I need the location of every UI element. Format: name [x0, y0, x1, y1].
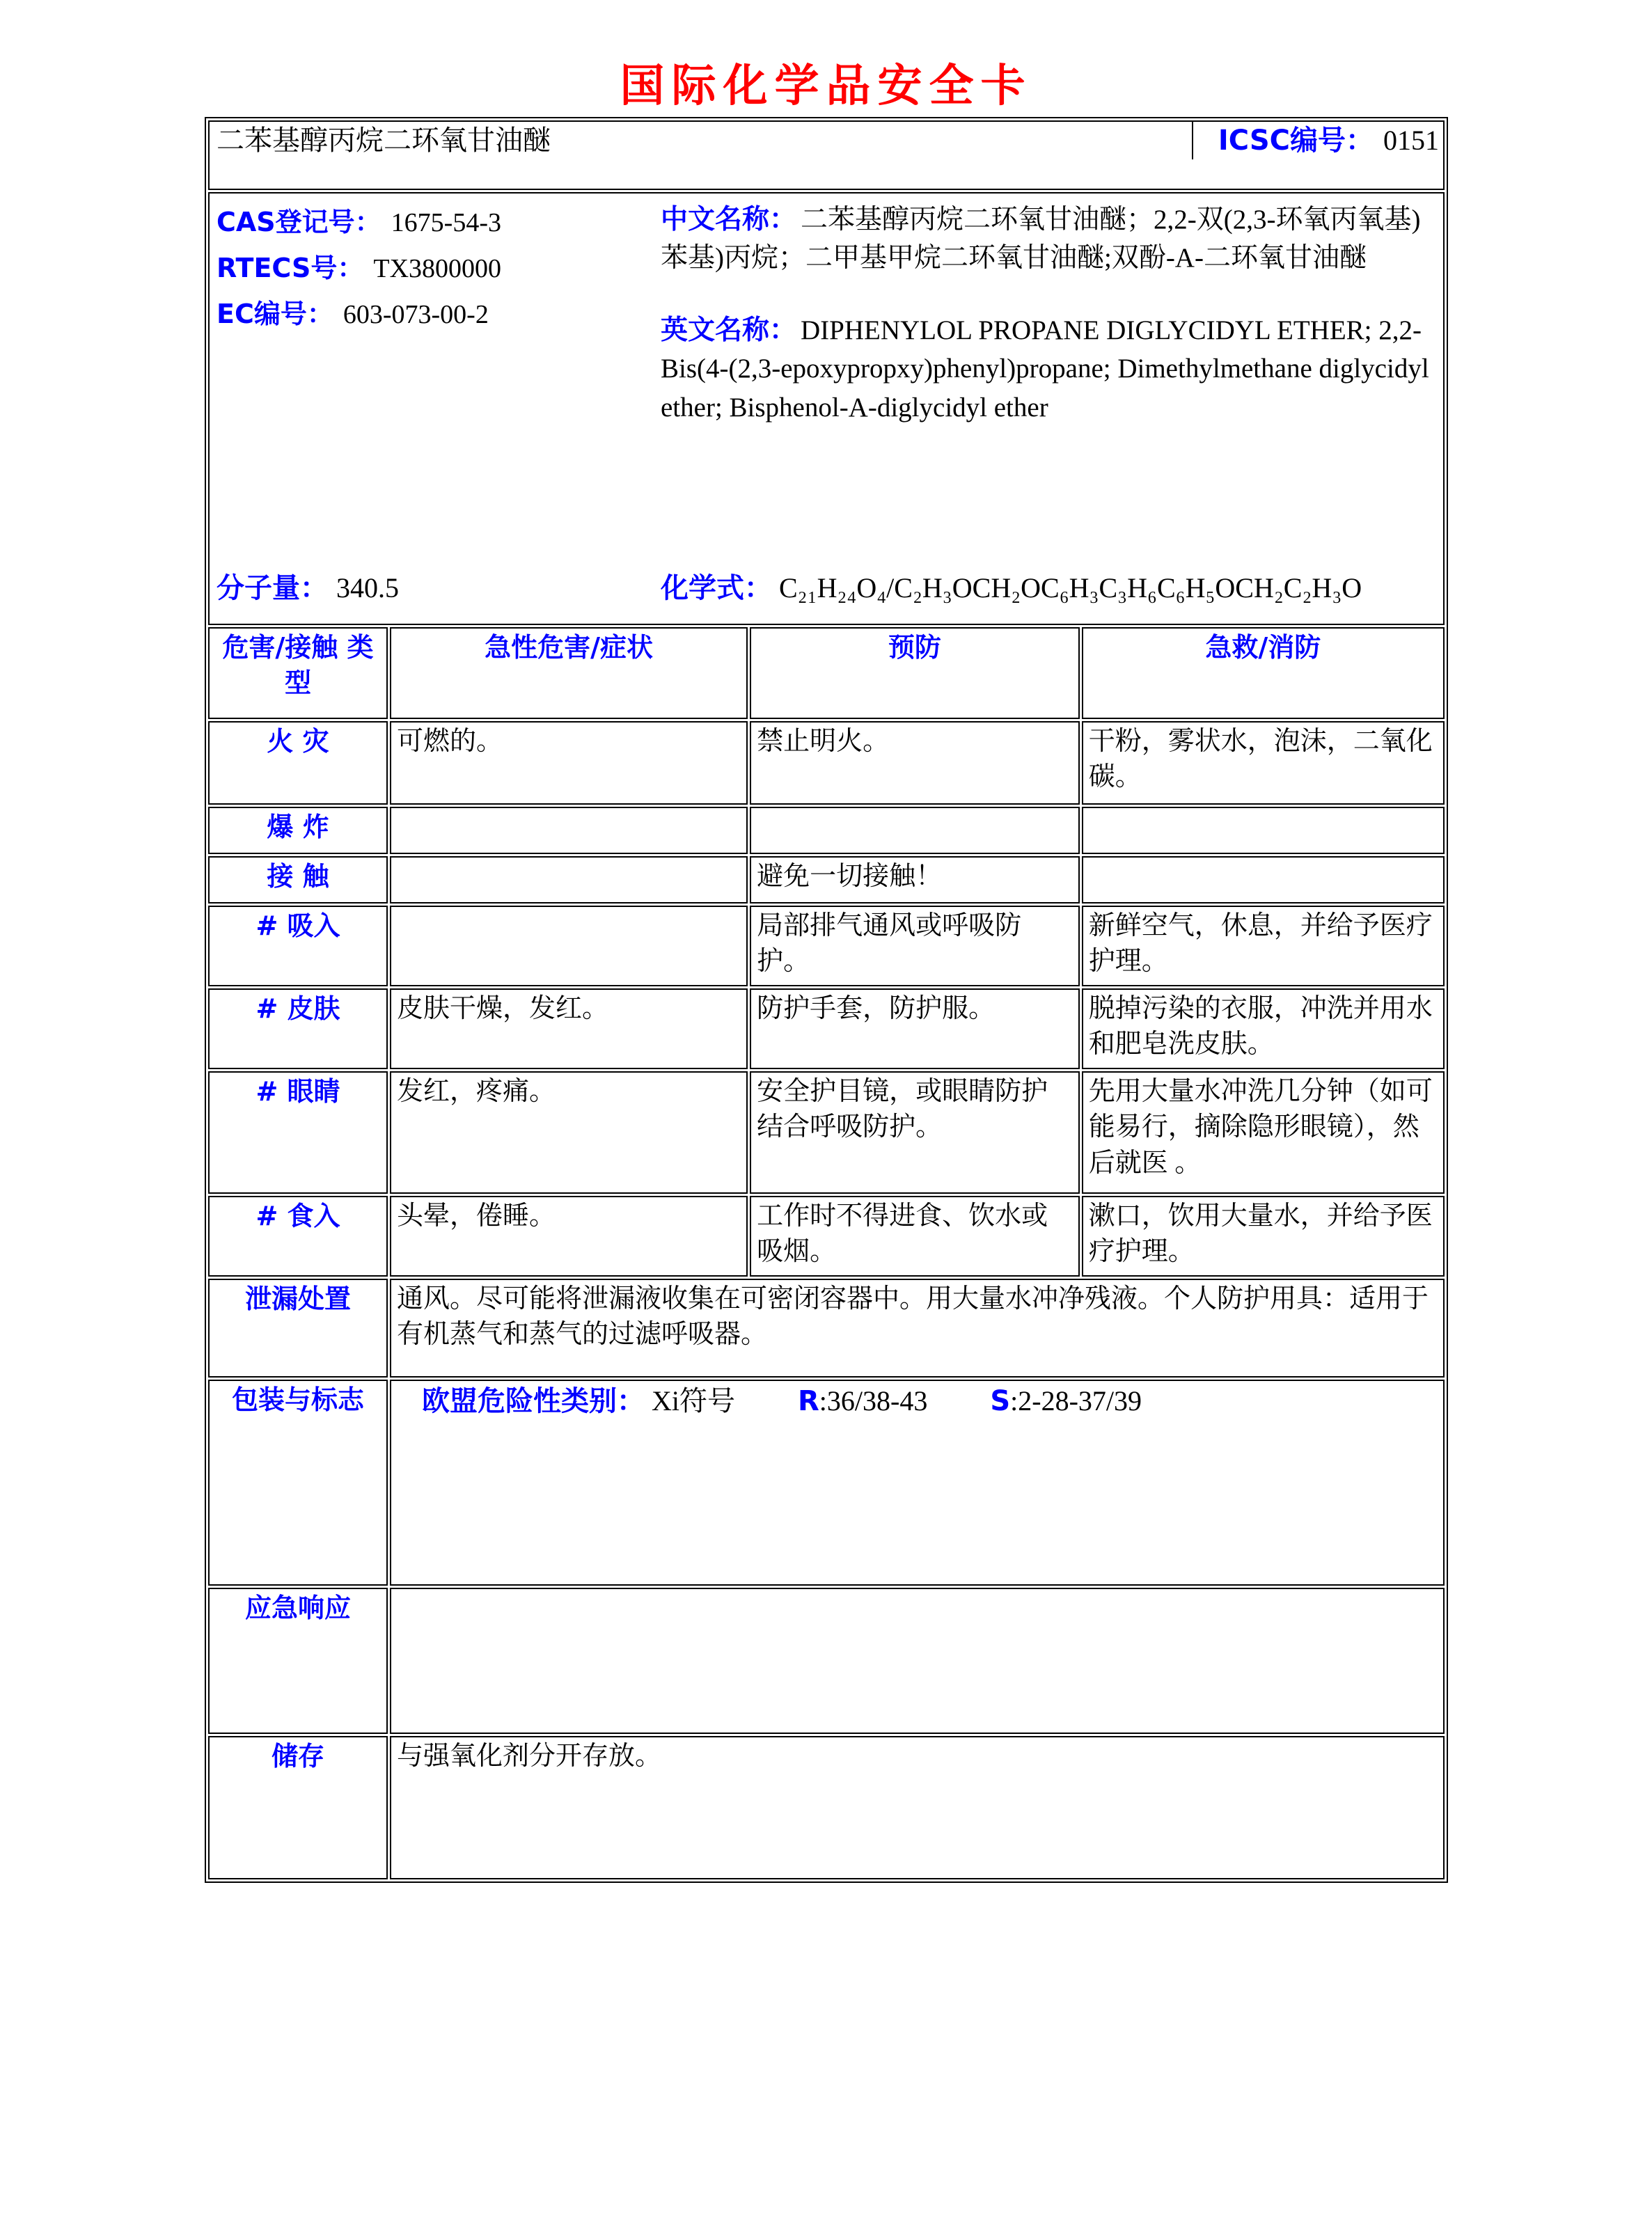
- skin-symptoms: 皮肤干燥，发红。: [390, 988, 748, 1069]
- ingestion-label: # 食入: [208, 1196, 388, 1277]
- contact-label: 接 触: [208, 856, 388, 904]
- hazard-row-contact: [208, 856, 1445, 904]
- hazard-row-eyes: [208, 1071, 1445, 1194]
- hazard-row-skin: [208, 988, 1445, 1069]
- header-hazard-type: 危害/接触 类型: [208, 627, 388, 719]
- header-prevention: 预防: [750, 627, 1080, 719]
- eu-hazard-class-label: 欧盟危险性类别：: [421, 1385, 645, 1417]
- spill-label: 泄漏处置: [208, 1279, 388, 1378]
- rtecs-number-line: [217, 251, 501, 297]
- section-row-spill: [208, 1279, 1445, 1378]
- packaging-label: 包装与标志: [208, 1380, 388, 1586]
- spill-content: 通风。尽可能将泄漏液收集在可密闭容器中。用大量水冲净残液。个人防护用具：适用于有机蒸气和蒸气的过滤呼吸器。: [390, 1279, 1445, 1378]
- eyes-first-aid: 先用大量水冲洗几分钟（如可能易行，摘除隐形眼镜），然后就医 。: [1082, 1071, 1445, 1194]
- explosion-first-aid: [1082, 807, 1445, 854]
- chemical-formula-label: 化学式：: [661, 572, 772, 604]
- identifier-block: [217, 205, 501, 342]
- chinese-name-paragraph: [661, 200, 1445, 278]
- s-phrases-label: S: [990, 1385, 1011, 1417]
- english-name-label: 英文名称：: [661, 314, 797, 346]
- storage-content: 与强氧化剂分开存放。: [390, 1736, 1445, 1879]
- contact-prevention: 避免一切接触！: [750, 856, 1080, 904]
- inhalation-prevention: 局部排气通风或呼吸防护。: [750, 906, 1080, 986]
- hazard-row-explosion: [208, 807, 1445, 854]
- chemical-name-cn: 二苯基醇丙烷二环氧甘油醚: [217, 125, 551, 156]
- contact-first-aid: [1082, 856, 1445, 904]
- s-phrases-value: :2-28-37/39: [1010, 1385, 1142, 1417]
- r-phrases-value: :36/38-43: [819, 1385, 928, 1417]
- packaging-content: [390, 1380, 1445, 1586]
- fire-label: 火 灾: [208, 721, 388, 805]
- english-name-value: DIPHENYLOL PROPANE DIGLYCIDYL ETHER; 2,2-Bis(4-(2,3-epoxypropxy)phenyl)propane; Dimethylmethane diglycidyl ether; Bisphenol-A-diglycidyl ether: [661, 315, 1429, 423]
- cas-number-line: [217, 205, 501, 251]
- eu-hazard-class-line: [397, 1382, 1438, 1420]
- ec-label: EC编号：: [217, 299, 333, 329]
- ingestion-prevention: 工作时不得进食、饮水或吸烟。: [750, 1196, 1080, 1277]
- hazard-row-inhalation: [208, 906, 1445, 986]
- section-row-storage: [208, 1736, 1445, 1879]
- inhalation-first-aid: 新鲜空气，休息，并给予医疗护理。: [1082, 906, 1445, 986]
- header-first-aid: 急救/消防: [1082, 627, 1445, 719]
- chemical-formula-line: [661, 569, 1362, 607]
- explosion-label: 爆 炸: [208, 807, 388, 854]
- substance-info-row: [208, 192, 1445, 625]
- rtecs-value: TX3800000: [373, 254, 502, 283]
- inhalation-symptoms: [390, 906, 748, 986]
- name-header-row: [208, 120, 1445, 190]
- fire-symptoms: 可燃的。: [390, 721, 748, 805]
- molecular-weight-value: 340.5: [336, 572, 399, 603]
- emergency-label: 应急响应: [208, 1588, 388, 1734]
- hazard-row-fire: [208, 721, 1445, 805]
- ec-number-line: [217, 297, 501, 342]
- chinese-name-value: 二苯基醇丙烷二环氧甘油醚；2,2-双(2,3-环氧丙氧基)苯基)丙烷；二甲基甲烷二环氧甘油醚;双酚-A-二环氧甘油醚: [661, 205, 1421, 274]
- substance-info-cell: [208, 192, 1445, 625]
- header-acute-symptoms: 急性危害/症状: [390, 627, 748, 719]
- chinese-name-label: 中文名称：: [661, 204, 797, 235]
- molecular-weight-line: [217, 569, 399, 607]
- section-row-packaging: [208, 1380, 1445, 1586]
- names-block: [661, 200, 1445, 427]
- skin-first-aid: 脱掉污染的衣服，冲洗并用水和肥皂洗皮肤。: [1082, 988, 1445, 1069]
- skin-label: # 皮肤: [208, 988, 388, 1069]
- eyes-symptoms: 发红，疼痛。: [390, 1071, 748, 1194]
- fire-prevention: 禁止明火。: [750, 721, 1080, 805]
- storage-label: 储存: [208, 1736, 388, 1879]
- chemical-formula-value: C₂₁H₂₄O₄/C₂H₃OCH₂OC₆H₃C₃H₆C₆H₅OCH₂C₂H₃O: [779, 572, 1362, 603]
- icsc-number-value: 0151: [1383, 125, 1439, 156]
- skin-prevention: 防护手套，防护服。: [750, 988, 1080, 1069]
- rtecs-label: RTECS号：: [217, 253, 364, 283]
- cas-value: 1675-54-3: [391, 208, 501, 237]
- r-phrases-label: R: [797, 1385, 819, 1417]
- icsc-number-box: [1192, 122, 1443, 159]
- molecular-weight-label: 分子量：: [217, 572, 328, 604]
- ingestion-symptoms: 头晕，倦睡。: [390, 1196, 748, 1277]
- hazard-table-header-row: [208, 627, 1445, 719]
- inhalation-label: # 吸入: [208, 906, 388, 986]
- section-row-emergency: [208, 1588, 1445, 1734]
- ingestion-first-aid: 漱口，饮用大量水，并给予医疗护理。: [1082, 1196, 1445, 1277]
- explosion-prevention: [750, 807, 1080, 854]
- page-title: 国际化学品安全卡: [620, 61, 1032, 112]
- fire-first-aid: 干粉，雾状水，泡沫，二氧化碳。: [1082, 721, 1445, 805]
- emergency-content: [390, 1588, 1445, 1734]
- icsc-number-label: ICSC编号：: [1218, 125, 1374, 157]
- english-name-paragraph: [661, 311, 1445, 427]
- contact-symptoms: [390, 856, 748, 904]
- cas-label: CAS登记号：: [217, 207, 381, 237]
- eyes-label: # 眼睛: [208, 1071, 388, 1194]
- explosion-symptoms: [390, 807, 748, 854]
- eyes-prevention: 安全护目镜，或眼睛防护结合呼吸防护。: [750, 1071, 1080, 1194]
- eu-symbol-value: Xi符号: [651, 1385, 735, 1417]
- name-header-cell: [208, 120, 1445, 190]
- ec-value: 603-073-00-2: [343, 300, 489, 329]
- hazard-row-ingestion: [208, 1196, 1445, 1277]
- icsc-card-table: [205, 117, 1448, 1883]
